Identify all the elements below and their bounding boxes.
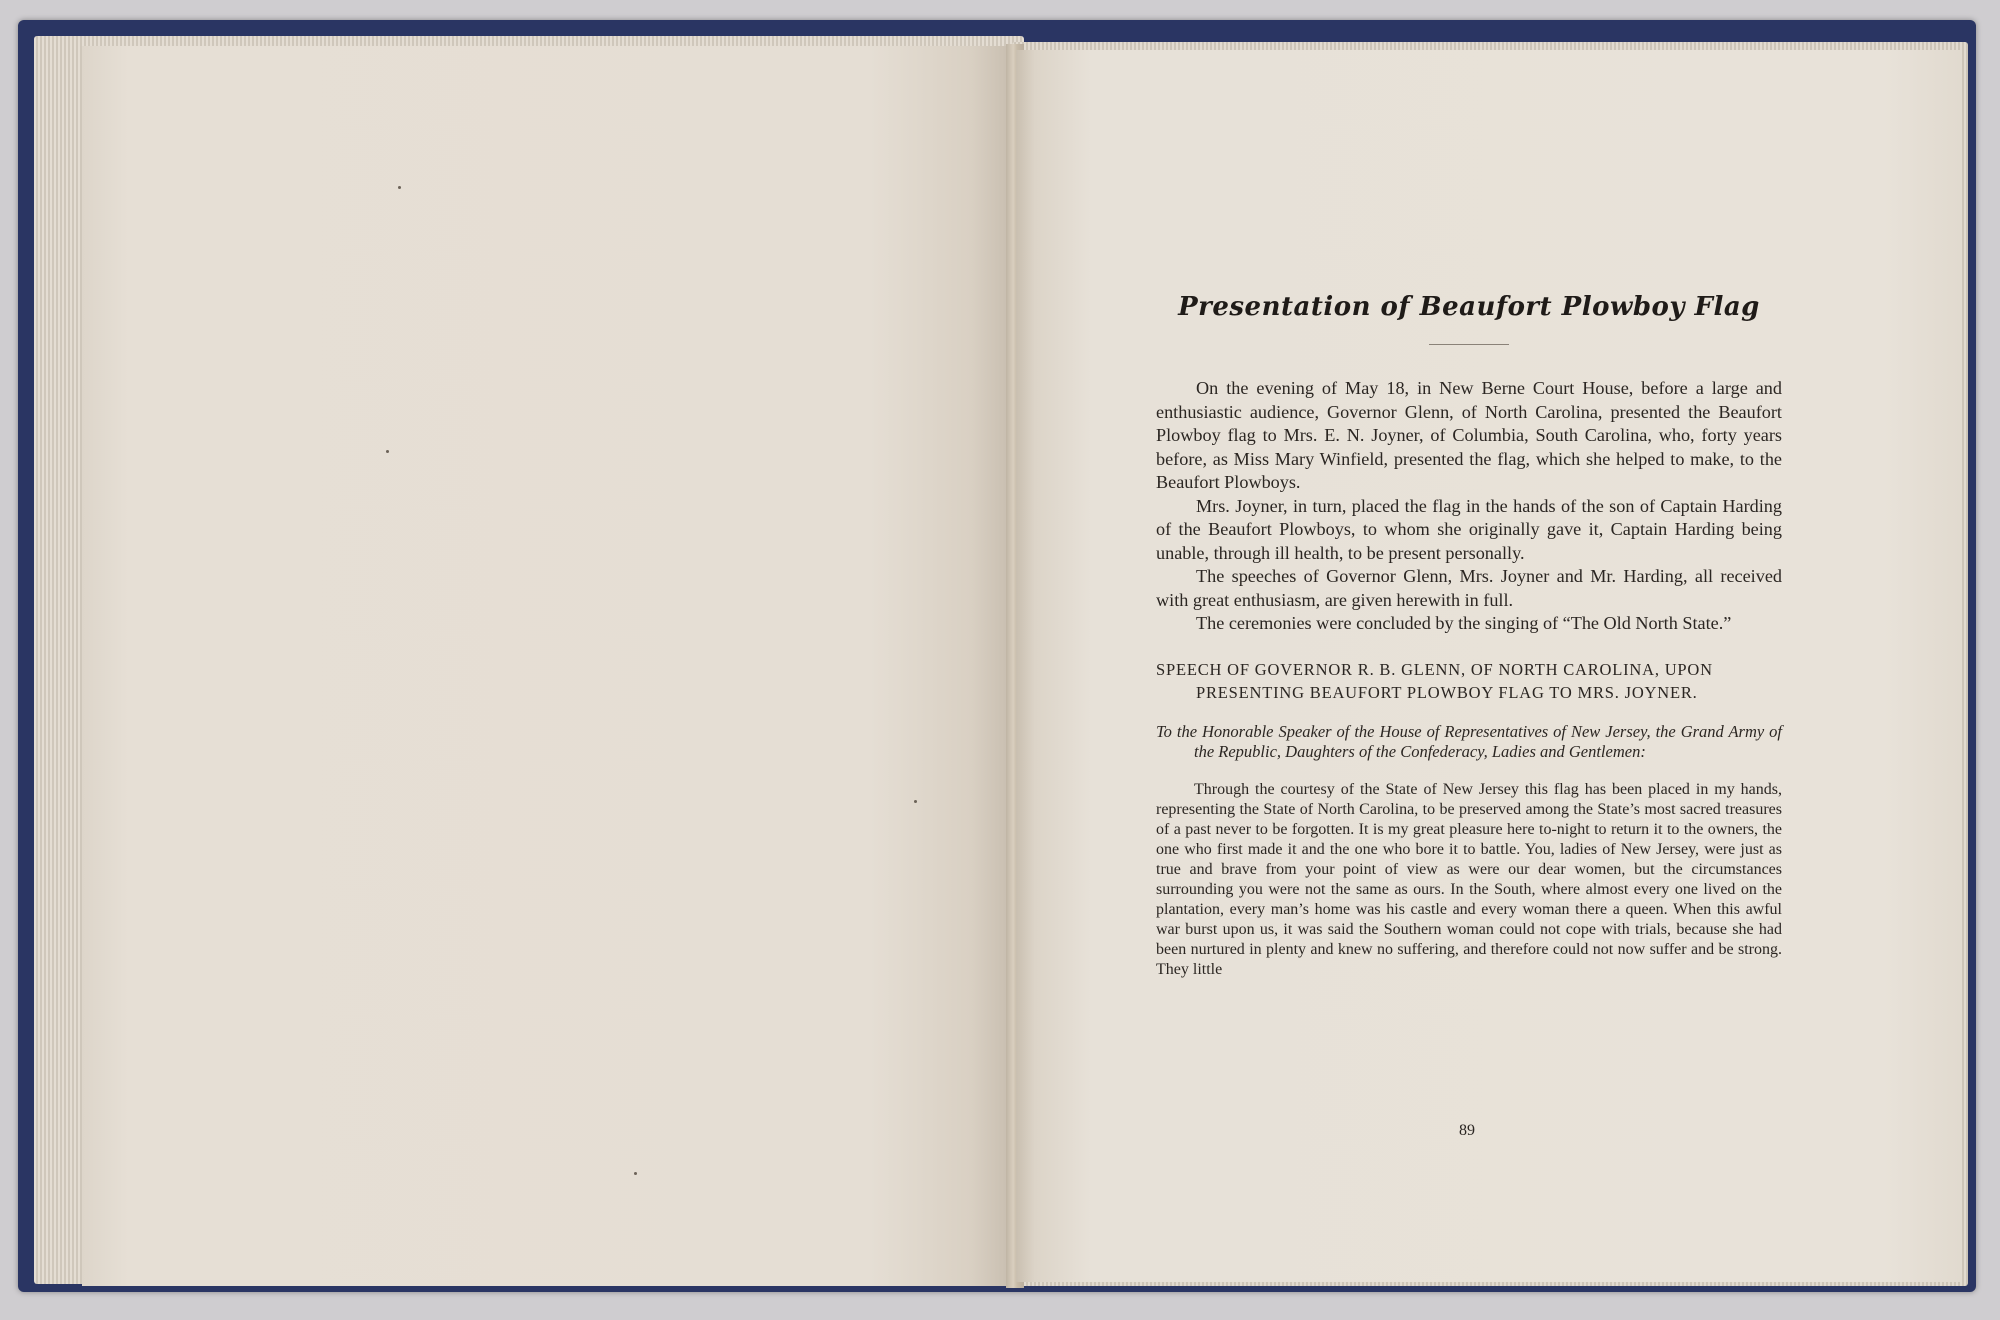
page-content [1156, 280, 1782, 980]
speech-heading: SPEECH OF GOVERNOR R. B. GLENN, OF NORTH CAROLINA, UPON PRESENTING BEAUFORT PLOWBOY FLAG TO MRS. JOYNER. [1156, 659, 1713, 702]
left-page [82, 46, 1008, 1286]
intro-paragraph: Mrs. Joyner, in turn, placed the flag in the hands of the son of Captain Harding of the Beaufort Plowboys, to whom she originally gave it, Captain Harding being unable, through ill health, to be present personally. [1156, 495, 1782, 563]
speech-body: Through the courtesy of the State of New Jersey this flag has been placed in my hands, representing the State of North Carolina, to be preserved among the State’s most sacred treasures of a past never to be forgotten. It is my great pleasure here to-night to return it to the owners, the one who first made it and the one who bore it to battle. You, ladies of New Jersey, were just as true and brave from your point of view as were our dear women, but the circumstances surrounding you were not the same as ours. In the South, where almost every one lived on the plantation, every man’s home was his castle and every woman there a queen. When this awful war burst upon us, it was said the Southern woman could not cope with trials, because she had been nurtured in plenty and knew no suffering, and therefore could not now suffer and be strong. They little [1156, 780, 1782, 978]
intro-paragraph: On the evening of May 18, in New Berne Court House, before a large and enthusiastic audience, Governor Glenn, of North Carolina, presented the Beaufort Plowboy flag to Mrs. E. N. Joyner, of Columbia, South Carolina, who, forty years before, as Miss Mary Winfield, presented the flag, which she helped to make, to the Beaufort Plowboys. [1156, 378, 1782, 492]
intro-paragraph: The speeches of Governor Glenn, Mrs. Joyner and Mr. Harding, all received with great enthusiasm, are given herewith in full. [1156, 566, 1782, 610]
page-number: 89 [1459, 1122, 1475, 1139]
paper-speck [914, 800, 917, 803]
title-rule [1429, 344, 1509, 345]
paper-speck [634, 1172, 637, 1175]
intro-paragraph: The ceremonies were concluded by the singing of “The Old North State.” [1196, 613, 1732, 633]
paper-speck [386, 450, 389, 453]
paper-speck [398, 186, 401, 189]
page-title: Presentation of Beaufort Plowboy Flag [1178, 292, 1760, 322]
speech-address: To the Honorable Speaker of the House of Representatives of New Jersey, the Grand Army of the Republic, Daughters of the Confederacy, Ladies and Gentlemen: [1156, 721, 1782, 761]
